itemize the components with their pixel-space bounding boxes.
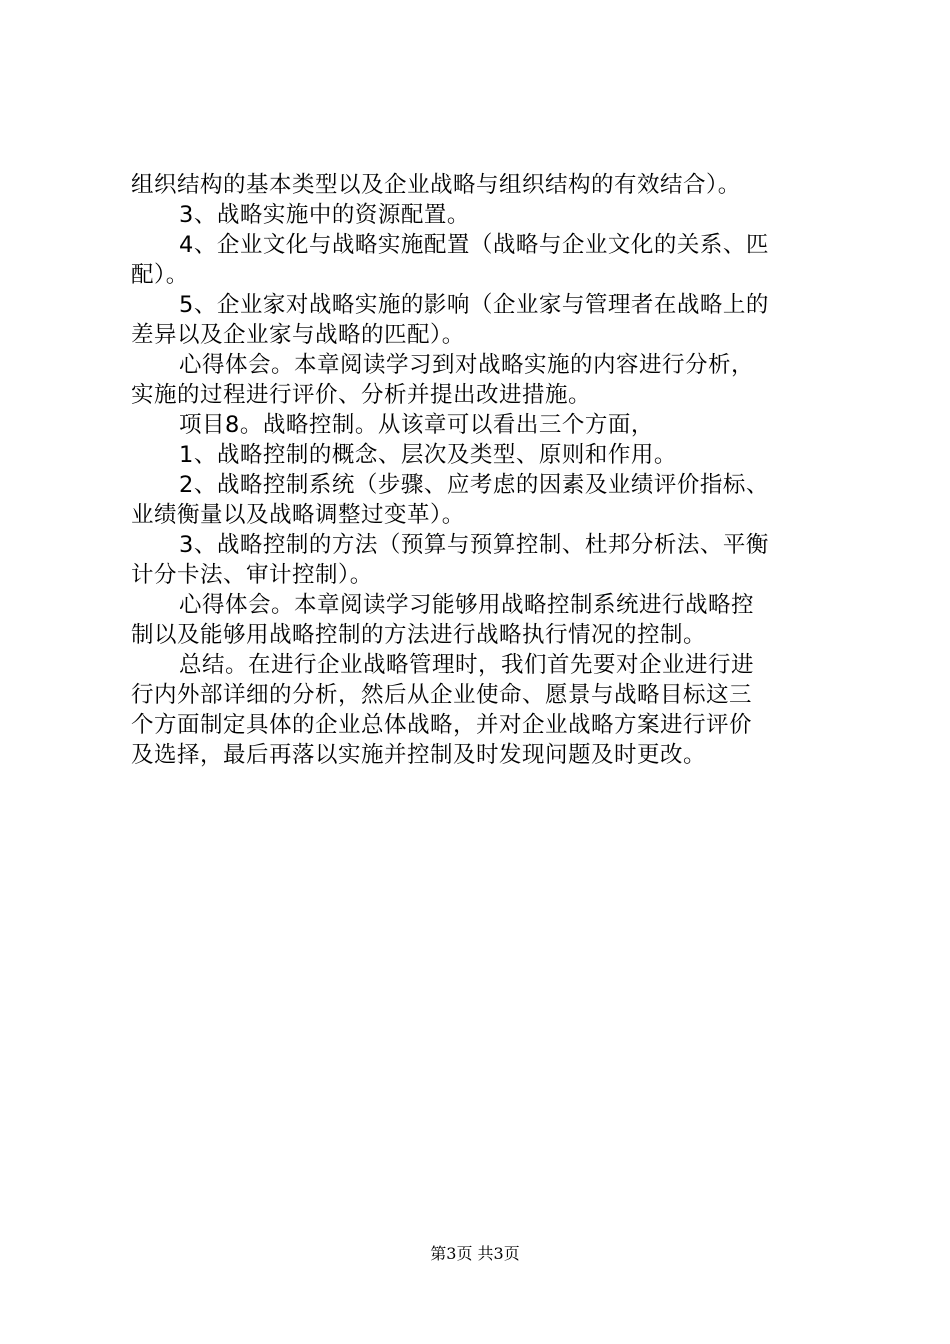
text-line: 心得体会。本章阅读学习到对战略实施的内容进行分析， [179, 352, 755, 378]
text-line: 个方面制定具体的企业总体战略，并对企业战略方案进行评价 [131, 712, 753, 738]
text-line: 组织结构的基本类型以及企业战略与组织结构的有效结合）。 [131, 172, 741, 198]
page-footer [0, 1243, 950, 1265]
text-line: 总结。在进行企业战略管理时，我们首先要对企业进行进 [179, 652, 755, 678]
text-line: 3、战略实施中的资源配置。 [179, 202, 470, 228]
text-line: 3、战略控制的方法（预算与预算控制、杜邦分析法、平衡 [179, 532, 769, 558]
text-line: 差异以及企业家与战略的匹配）。 [131, 322, 465, 348]
text-line: 2、战略控制系统（步骤、应考虑的因素及业绩评价指标、 [179, 472, 769, 498]
page-number-label: 第3页 共3页 [430, 1244, 520, 1263]
text-line: 心得体会。本章阅读学习能够用战略控制系统进行战略控 [179, 592, 755, 618]
text-line: 项目8。战略控制。从该章可以看出三个方面， [179, 412, 654, 438]
text-line: 1、战略控制的概念、层次及类型、原则和作用。 [179, 442, 677, 468]
text-line: 制以及能够用战略控制的方法进行战略执行情况的控制。 [131, 622, 707, 648]
text-line: 5、企业家对战略实施的影响（企业家与管理者在战略上的 [179, 292, 769, 318]
document-body [131, 170, 831, 770]
text-line: 业绩衡量以及战略调整过变革）。 [131, 502, 465, 528]
text-line: 实施的过程进行评价、分析并提出改进措施。 [131, 382, 592, 408]
text-line: 计分卡法、审计控制）。 [131, 562, 373, 588]
text-line: 及选择，最后再落以实施并控制及时发现问题及时更改。 [131, 742, 707, 768]
text-line: 4、企业文化与战略实施配置（战略与企业文化的关系、匹 [179, 232, 769, 258]
text-line: 行内外部详细的分析，然后从企业使命、愿景与战略目标这三 [131, 682, 753, 708]
text-line: 配）。 [131, 262, 189, 288]
